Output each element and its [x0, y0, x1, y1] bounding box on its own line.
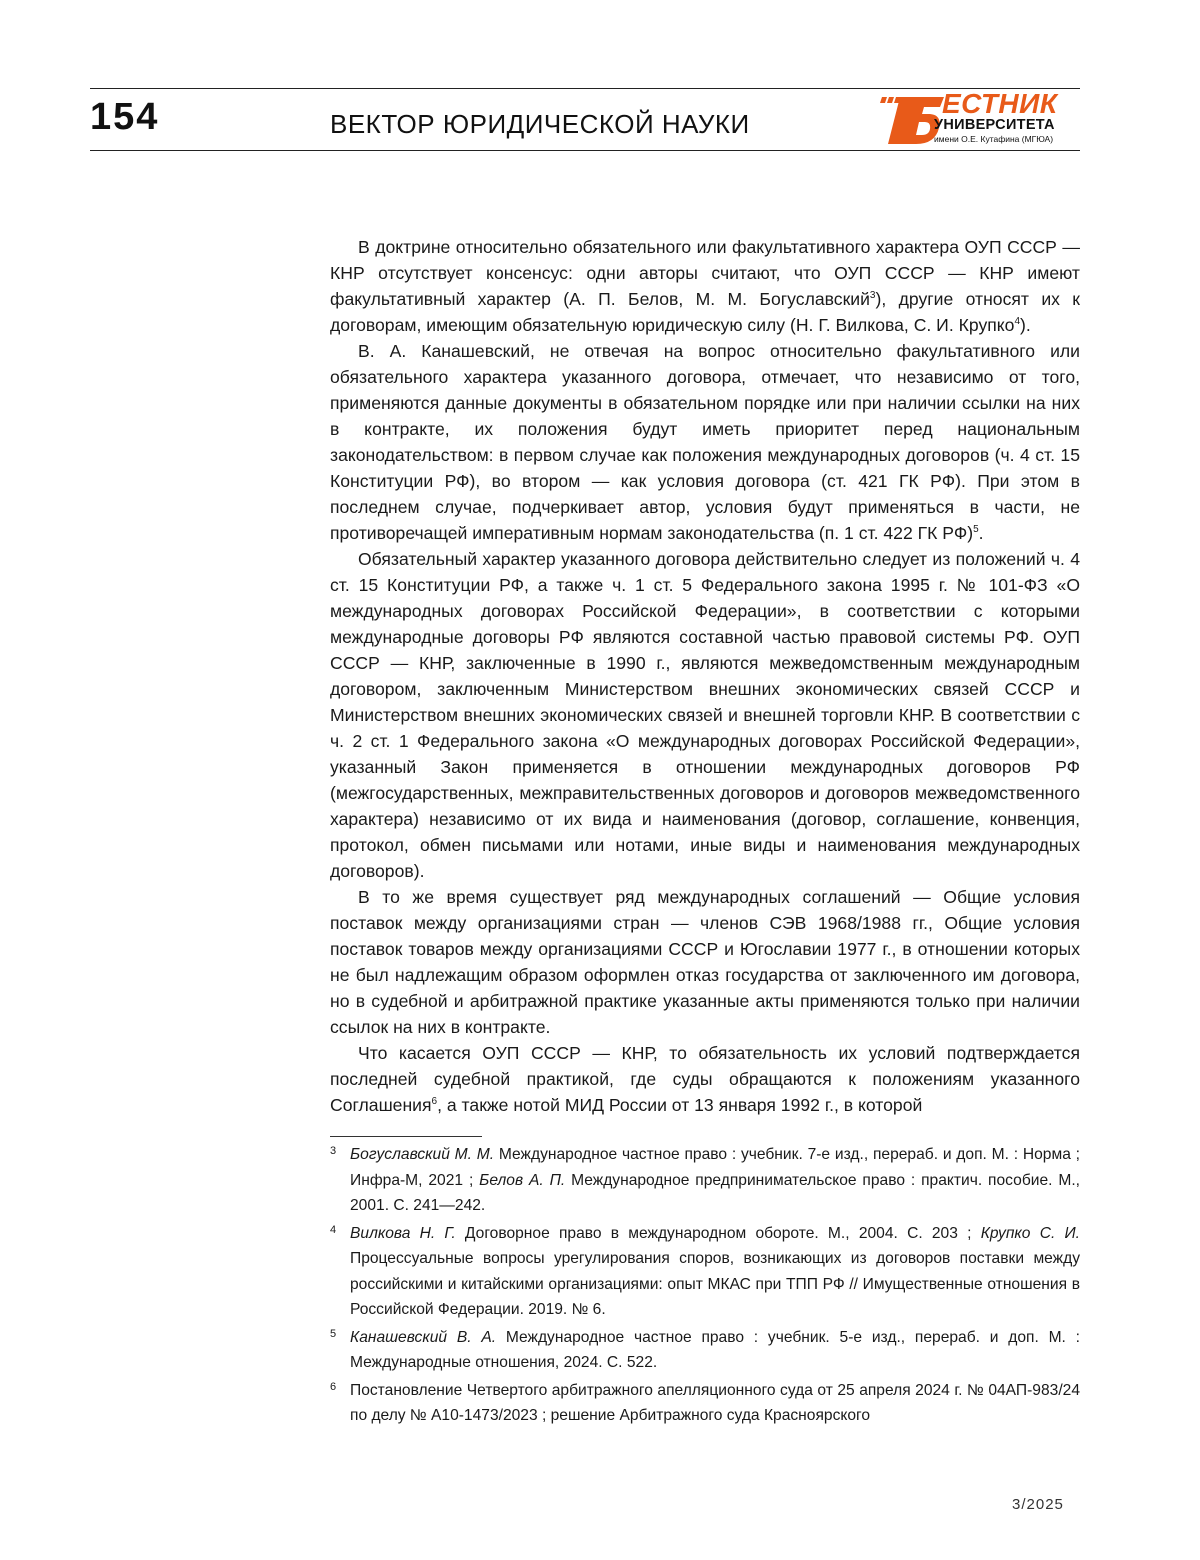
- footnote-number: 4: [330, 1218, 336, 1244]
- footnote-author: Белов А. П.: [479, 1172, 565, 1189]
- issue-number: 3/2025: [1012, 1496, 1064, 1513]
- journal-section-title: ВЕКТОР ЮРИДИЧЕСКОЙ НАУКИ: [330, 109, 750, 140]
- footnote-text: Постановление Четвертого арбитражного апелляционного суда от 25 апреля 2024 г. № 04АП-983/24 по делу № А10-1473/2023 ; решение Арбитражного суда Красноярского: [350, 1382, 1080, 1425]
- paragraph-text: В доктрине относительно обязательного или факультативного характера ОУП СССР — КНР отсутствует консенсус: одни авторы считают, что ОУП СССР — КНР имеют факультативный характер (А. П. Белов, М. М. Богуславский: [330, 237, 1080, 309]
- paragraph: [330, 338, 1080, 546]
- paragraph-text: В. А. Канашевский, не отвечая на вопрос относительно факультативного или обязательного характера указанного договора, отмечает, что независимо от того, применяются данные документы в обязательном порядке или при наличии ссылки на них в контракте, их положения будут иметь приоритет перед национальным законодательством: в первом случае как положения международных договоров (ч. 4 ст. 15 Конституции РФ), во втором — как условия договора (ст. 421 ГК РФ). При этом в последнем случае, подчеркивает автор, условия будут применяться в части, не противоречащей императивным нормам законодательства (п. 1 ст. 422 ГК РФ): [330, 341, 1080, 543]
- footnote-6: [330, 1378, 1080, 1429]
- footnote-text: Международное предпринимательское право : практич. пособие. М., 2001. С. 241—242.: [350, 1172, 1080, 1215]
- footnote-3: [330, 1142, 1080, 1219]
- logo-title: ЕСТНИК: [942, 88, 1058, 120]
- footnote-author: Крупко С. И.: [981, 1225, 1080, 1242]
- footnote-author: Вилкова Н. Г.: [350, 1225, 456, 1242]
- paragraph: Обязательный характер указанного договора действительно следует из положений ч. 4 ст. 15 Конституции РФ, а также ч. 1 ст. 5 Федерального закона 1995 г. № 101-ФЗ «О международных договорах Российской Федерации», в соответствии с которыми международные договоры РФ являются составной частью правовой системы РФ. ОУП СССР — КНР, заключенные в 1990 г., являются межведомственным международным договором, заключенным Министерством внешних экономических связей СССР и Министерством внешних экономических связей и внешней торговли КНР. В соответствии с ч. 2 ст. 1 Федерального закона «О международных договорах Российской Федерации», указанный Закон применяется в отношении международных договоров РФ (межгосударственных, межправительственных договоров и договоров межведомственного характера) независимо от их вида и наименования (договор, соглашение, конвенция, протокол, обмен письмами или нотами, иные виды и наименования международных договоров).: [330, 546, 1080, 884]
- logo-university: УНИВЕРСИТЕТА: [934, 117, 1055, 133]
- paragraph-text: , а также нотой МИД России от 13 января 1992 г., в которой: [437, 1095, 922, 1115]
- footnote-text: Процессуальные вопросы урегулирования споров, возникающих из договоров поставки между российскими и китайскими организациями: опыт МКАС при ТПП РФ // Имущественные отношения в Российской Федерации. 2019. № 6.: [350, 1250, 1080, 1318]
- logo-subtitle: имени О.Е. Кутафина (МГЮА): [934, 134, 1053, 144]
- header-bottom-rule: [90, 150, 1080, 151]
- footnote-separator: [330, 1136, 482, 1137]
- footnote-author: Канашевский В. А.: [350, 1329, 496, 1346]
- paragraph-text: Что касается ОУП СССР — КНР, то обязательность их условий подтверждается последней судебной практикой, где суды обращаются к положениям указанного Соглашения: [330, 1043, 1080, 1115]
- paragraph: [330, 234, 1080, 338]
- footnote-text: Международное частное право : учебник. 5-е изд., перераб. и доп. М. : Международные отношения, 2024. С. 522.: [350, 1329, 1080, 1372]
- footnote-ref: 4: [1014, 316, 1020, 327]
- footnote-number: 3: [330, 1139, 336, 1165]
- header-top-rule: [90, 88, 1080, 89]
- footnote-4: [330, 1221, 1080, 1323]
- paragraph: [330, 1040, 1080, 1118]
- footnote-text: Международное частное право : учебник. 7-е изд., перераб. и доп. М. : Норма ; Инфра-М, 2021 ;: [350, 1146, 1080, 1189]
- page-number: 154: [90, 96, 159, 139]
- paragraph-text: ).: [1020, 315, 1031, 335]
- footnotes: [330, 1142, 1080, 1431]
- paragraph-text: ), другие относят их к договорам, имеющим обязательную юридическую силу (Н. Г. Вилкова, С. И. Крупко: [330, 289, 1080, 335]
- article-body: [330, 234, 1080, 1118]
- footnote-author: Богуславский М. М.: [350, 1146, 494, 1163]
- page-header: [0, 0, 1200, 160]
- footnote-5: [330, 1325, 1080, 1376]
- footnote-text: Договорное право в международном обороте. М., 2004. С. 203 ;: [456, 1225, 981, 1242]
- footnote-ref: 5: [973, 524, 979, 535]
- journal-logo: [878, 92, 1078, 148]
- footnote-ref: 3: [870, 290, 876, 301]
- footnote-ref: 6: [432, 1096, 438, 1107]
- footnote-number: 5: [330, 1322, 336, 1348]
- paragraph-text: .: [979, 523, 984, 543]
- paragraph: В то же время существует ряд международных соглашений — Общие условия поставок между организациями стран — членов СЭВ 1968/1988 гг., Общие условия поставок товаров между организациями СССР и Югославии 1977 г., в отношении которых не был надлежащим образом оформлен отказ государства от заключенного им договора, но в судебной и арбитражной практике указанные акты применяются только при наличии ссылок на них в контракте.: [330, 884, 1080, 1040]
- footnote-number: 6: [330, 1375, 336, 1401]
